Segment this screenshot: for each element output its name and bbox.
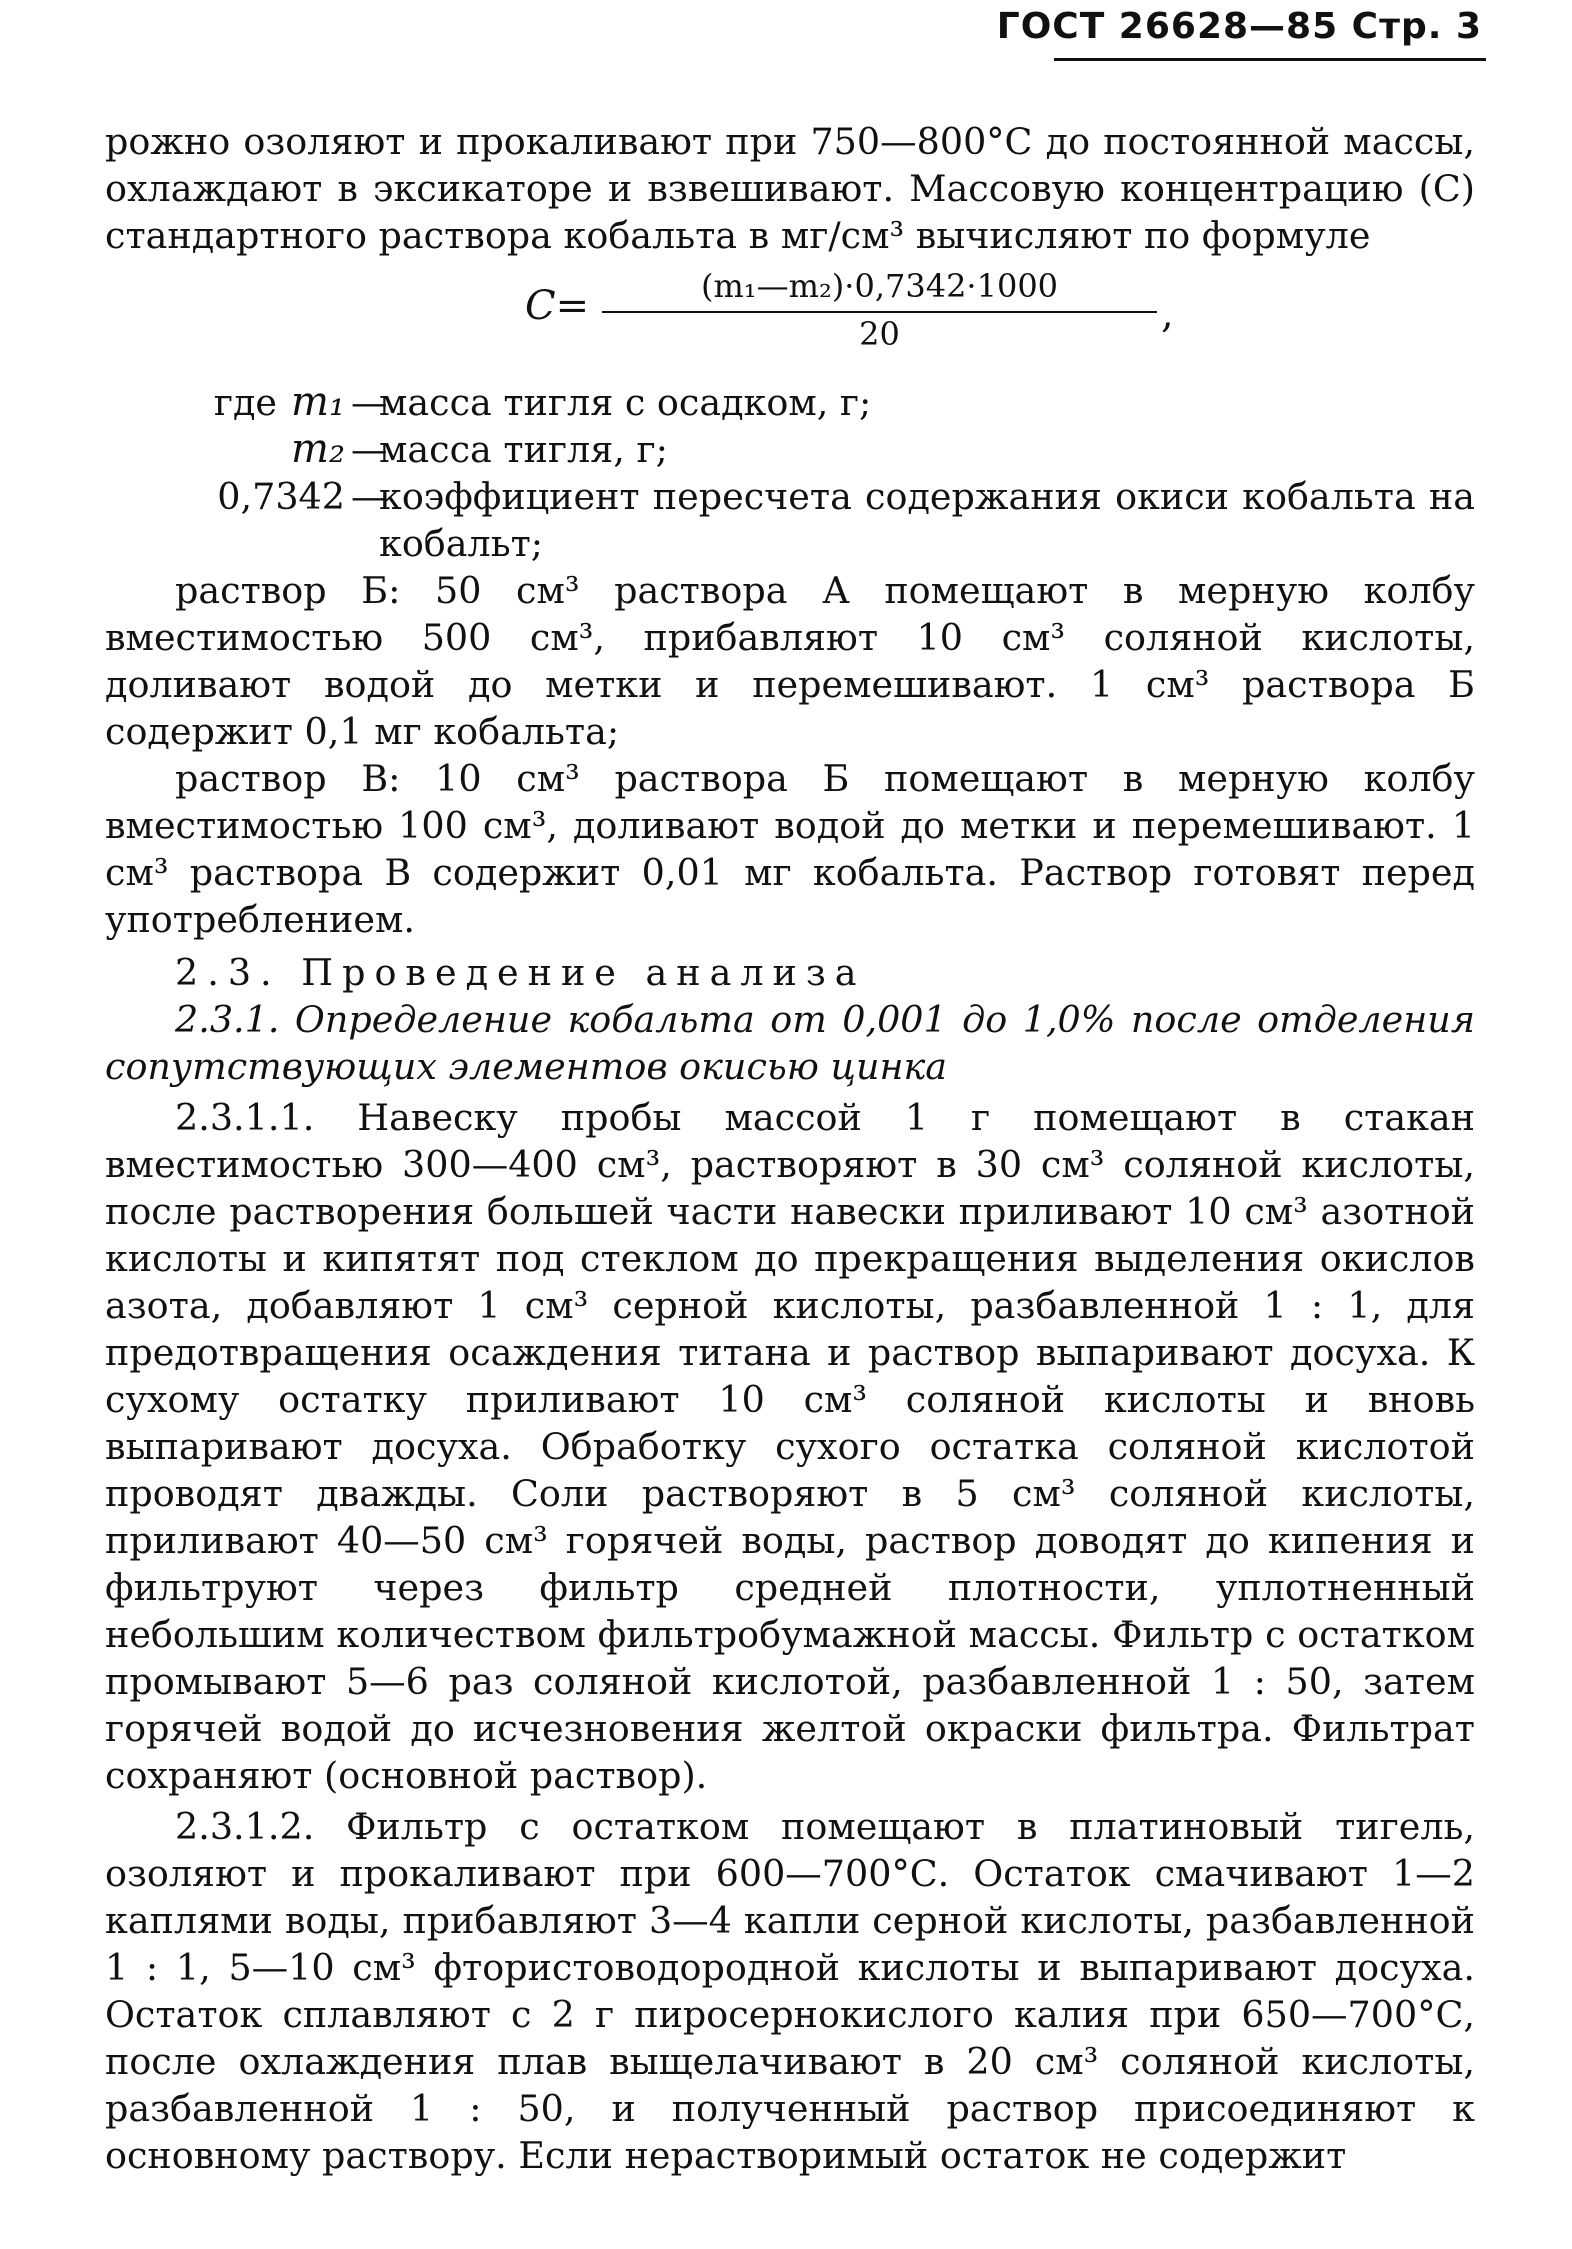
formula-legend [105,379,1475,567]
formula-numerator: (m₁—m₂)·0,7342·1000 [602,265,1157,313]
solution-b-paragraph: раствор Б: 50 см³ раствора А помещают в мерную колбу вместимостью 500 см³, прибавляют 10 см³ соляной кислоты, доливают водой до метки и перемешивают. 1 см³ раствора Б содержит 0,1 мг кобальта; [105,569,1475,753]
legend-dash: — [351,428,388,471]
legend-description: масса тигля с осадком, г; [379,381,872,424]
header-rule [1054,58,1486,61]
legend-row [105,379,1475,426]
formula-fraction [602,265,1157,355]
legend-description: масса тигля, г; [379,428,668,471]
legend-symbol: m₁ [291,379,345,425]
solution-v-paragraph: раствор В: 10 см³ раствора Б помещают в мерную колбу вместимостью 100 см³, доливают водой до метки и перемешивают. 1 см³ раствора В содержит 0,01 мг кобальта. Раствор готовят перед употреблением. [105,757,1475,941]
section-heading: 2.3. Проведение анализа [175,951,866,994]
legend-symbol: m₂ [291,426,345,472]
formula-lhs: C= [525,283,590,329]
paragraph-2-3-1-2: 2.3.1.2. Фильтр с остатком помещают в платиновый тигель, озоляют и прокаливают при 600—700°С. Остаток смачивают 1—2 каплями воды, прибавляют 3—4 капли серной кислоты, разбавленной 1 : 1, 5—10 см³ фтористоводородной кислоты и выпаривают досуха. Остаток сплавляют с 2 г пиросернокислого калия при 650—700°С, после охлаждения плав выщелачивают в 20 см³ соляной кислоты, разбавленной 1 : 50, и полученный раствор присоединяют к основному раствору. Если нерастворимый остаток не содержит [105,1805,1475,2177]
formula-denominator: 20 [859,315,900,353]
legend-row [105,473,1475,567]
paragraph-2-3-1-1: 2.3.1.1. Навеску пробы массой 1 г помещают в стакан вместимостью 300—400 см³, растворяют в 30 см³ соляной кислоты, после растворения большей части навески приливают 10 см³ азотной кислоты и кипятят под стеклом до прекращения выделения окислов азота, добавляют 1 см³ серной кислоты, разбавленной 1 : 1, для предотвращения осаждения титана и раствор выпаривают досуха. К сухому остатку приливают 10 см³ соляной кислоты и вновь выпаривают досуха. Обработку сухого остатка соляной кислотой проводят дважды. Соли растворяют в 5 см³ соляной кислоты, приливают 40—50 см³ горячей воды, раствор доводят до кипения и фильтруют через фильтр средней плотности, уплотненный небольшим количеством фильтробумажной массы. Фильтр с остатком промывают 5—6 раз соляной кислотой, разбавленной 1 : 50, затем горячей водой до исчезновения желтой окраски фильтра. Фильтрат сохраняют (основной раствор). [105,1096,1475,1797]
legend-symbol: 0,7342 [217,475,345,518]
page-body [105,118,1475,2179]
legend-row [105,426,1475,473]
formula-comma: , [1161,291,1174,337]
legend-dash: — [351,381,388,424]
concentration-formula [105,265,1475,375]
legend-description: коэффициент пересчета содержания окиси кобальта на кобальт; [379,475,1475,565]
legend-dash: — [351,475,388,518]
intro-paragraph: рожно озоляют и прокаливают при 750—800°С до постоянной массы, охлаждают в эксикаторе и взвешивают. Массовую концентрацию (С) стандартного раствора кобальта в мг/см³ вычисляют по формуле [105,120,1475,257]
legend-where: где [213,381,278,424]
page-header: ГОСТ 26628—85 Стр. 3 [996,6,1482,47]
subsection-heading: 2.3.1. Определение кобальта от 0,001 до 1,0% после отделения сопутствующих элементов окисью цинка [105,998,1475,1088]
